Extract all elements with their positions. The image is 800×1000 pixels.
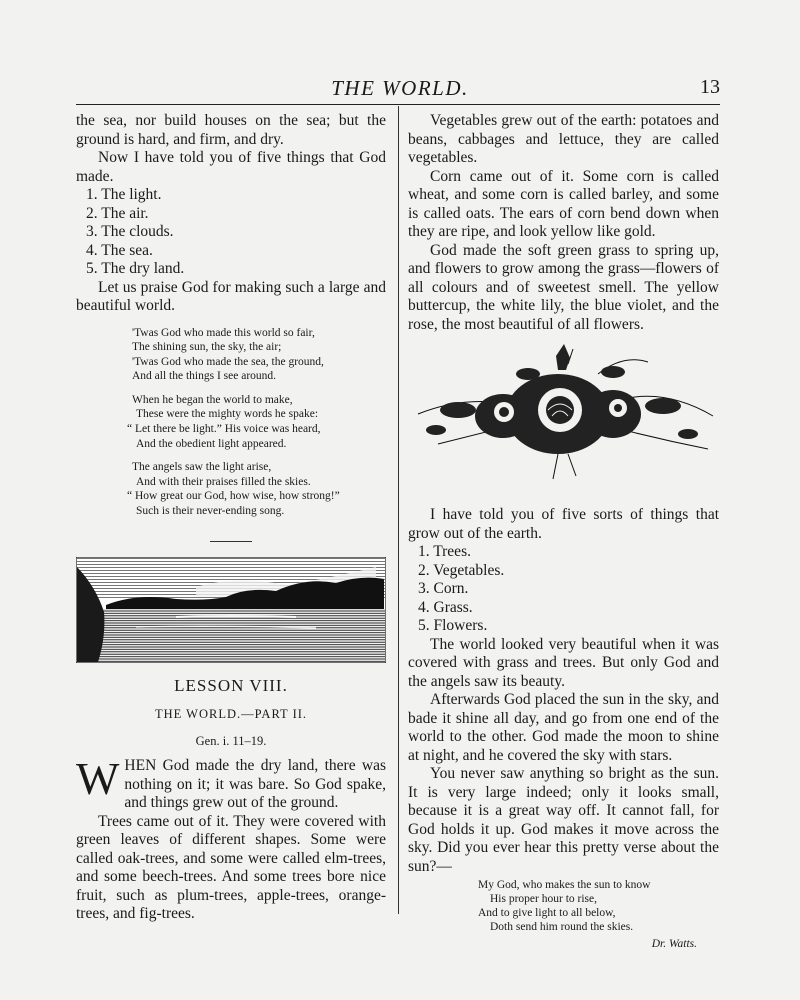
list-item: 3. The clouds. bbox=[86, 223, 174, 240]
paragraph: God made the soft green grass to spring up, and flowers to grow among the grass—flowers of all colours and of sweetest smell. The yellow buttercup, the white lily, the blue violet, and the rose, the most beautiful of all flowers. bbox=[408, 241, 719, 333]
paragraph: Afterwards God placed the sun in the sky, and bade it shine all day, and go from one end of the world to the other. God made the moon to shine at night, and he covered the sky with stars. bbox=[408, 691, 719, 764]
poem-line: And to give light to all below, bbox=[478, 907, 616, 919]
list-item: 5. The dry land. bbox=[86, 260, 185, 277]
list-item: 3. Corn. bbox=[418, 580, 469, 597]
list-item: 5. Flowers. bbox=[418, 617, 488, 634]
poem-line: Doth send him round the skies. bbox=[490, 921, 634, 933]
poem-stanza bbox=[127, 460, 386, 518]
seascape-engraving bbox=[76, 557, 386, 663]
left-column bbox=[76, 112, 386, 924]
lesson-title: LESSON VIII. bbox=[174, 675, 288, 695]
scripture-reference: Gen. i. 11–19. bbox=[195, 733, 267, 748]
paragraph: Corn came out of it. Some corn is called wheat, and some corn is called barley, and some is called oats. The ears of corn bend down when they are ripe, and look yellow like gold. bbox=[408, 167, 719, 240]
paragraph: Trees came out of it. They were covered with green leaves of different shapes. Some were called oak-trees, and some were called elm-trees, and some beech-trees. And some trees bore nice fruit, such as plum-trees, apple-trees, orange-trees, and fig-trees. bbox=[76, 812, 386, 923]
verse-attribution: Dr. Watts. bbox=[651, 938, 697, 950]
paragraph: You never saw anything so bright as the sun. It is very large indeed; only it looks small, because it is a great way off. It cannot fall, for God holds it up. God makes it move across the sky. Did you ever hear this pretty verse about the sun?— bbox=[408, 765, 719, 875]
section-rule bbox=[210, 541, 252, 542]
list-item: 2. The air. bbox=[86, 204, 149, 222]
drop-cap: W bbox=[76, 753, 120, 805]
poem-line: His proper hour to rise, bbox=[490, 893, 597, 905]
right-column bbox=[408, 112, 719, 954]
paragraph: I have told you of five sorts of things that grow out of the earth. bbox=[408, 506, 719, 542]
list-item: 2. Vegetables. bbox=[418, 561, 505, 579]
watts-verse bbox=[408, 878, 719, 934]
paragraph: Now I have told you of five things that God made. bbox=[76, 149, 386, 185]
paragraph bbox=[76, 753, 386, 813]
poem-line: 'Twas God who made this world so fair, bbox=[132, 326, 315, 339]
five-sorts-list bbox=[408, 543, 719, 636]
list-item: 4. The sea. bbox=[86, 241, 153, 259]
lesson-subtitle: THE WORLD.—PART II. bbox=[154, 707, 308, 722]
poem-stanza bbox=[132, 326, 386, 384]
list-item: 1. Trees. bbox=[418, 543, 471, 560]
poem-line: My God, who makes the sun to know bbox=[478, 879, 651, 891]
list-item: 1. The light. bbox=[86, 186, 162, 203]
five-things-list bbox=[76, 186, 386, 279]
paragraph: The world looked very beautiful when it was covered with grass and trees. But only God and the angels saw its beauty. bbox=[408, 635, 719, 690]
poem-line: When he began the world to make, bbox=[132, 393, 293, 406]
poem-line: And the obedient light appeared. bbox=[136, 437, 287, 450]
flower-bouquet-engraving bbox=[408, 344, 719, 484]
poem-line: And all the things I see around. bbox=[132, 370, 277, 383]
paragraph-text: HEN God made the dry land, there was nothing on it; it was bare. So God spake, and things grew out of the ground. bbox=[124, 757, 386, 812]
header-rule bbox=[76, 104, 720, 105]
page-number: 13 bbox=[700, 76, 720, 98]
paragraph: Vegetables grew out of the earth: potatoes and beans, cabbages and lettuce, they are called vegetables. bbox=[408, 112, 719, 166]
running-title: THE WORLD. bbox=[331, 76, 469, 100]
paragraph: Let us praise God for making such a large and beautiful world. bbox=[76, 278, 386, 314]
poem-line: The angels saw the light arise, bbox=[132, 461, 272, 474]
poem-line: And with their praises filled the skies. bbox=[136, 475, 311, 488]
poem-line: These were the mighty words he spake: bbox=[136, 408, 319, 421]
poem-line: Such is their never-ending song. bbox=[136, 505, 285, 518]
paragraph: the sea, nor build houses on the sea; but the ground is hard, and firm, and dry. bbox=[76, 112, 386, 148]
list-item: 4. Grass. bbox=[418, 598, 473, 616]
poem-line: “ How great our God, how wise, how strong!” bbox=[127, 490, 340, 503]
poem-line: “ Let there be light.” His voice was heard, bbox=[127, 423, 321, 436]
poem-line: The shining sun, the sky, the air; bbox=[132, 341, 282, 354]
column-divider bbox=[398, 106, 399, 914]
hymn-poem bbox=[76, 326, 386, 519]
poem-stanza bbox=[127, 393, 386, 451]
poem-line: 'Twas God who made the sea, the ground, bbox=[132, 355, 324, 368]
